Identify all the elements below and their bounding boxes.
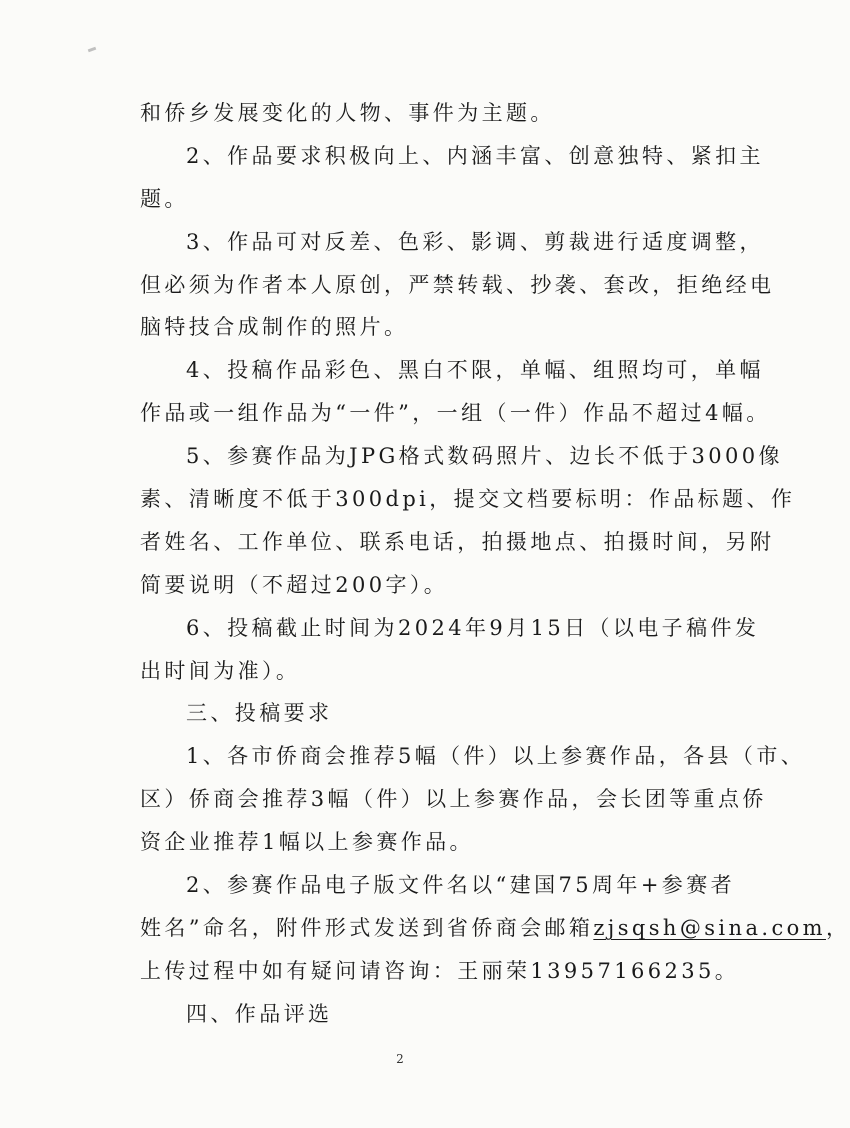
text-line-content: 题。 bbox=[140, 186, 189, 211]
text-line bbox=[140, 993, 720, 1036]
text-line bbox=[140, 778, 767, 821]
text-line bbox=[140, 92, 720, 135]
text-line bbox=[140, 135, 764, 178]
text-line bbox=[140, 735, 806, 778]
text-line-content: 三、投稿要求 bbox=[186, 701, 333, 726]
text-line bbox=[140, 349, 764, 392]
scan-mark bbox=[88, 47, 97, 53]
text-line bbox=[140, 692, 720, 735]
text-line-tail: ， bbox=[825, 915, 850, 940]
text-line bbox=[140, 950, 740, 993]
text-line bbox=[140, 821, 720, 864]
text-line bbox=[140, 907, 850, 950]
text-line bbox=[140, 607, 760, 650]
email-address: zjsqsh@sina.com bbox=[593, 915, 826, 940]
text-line bbox=[140, 178, 720, 221]
text-line-content: 3、作品可对反差、色彩、影调、剪裁进行适度调整， bbox=[186, 229, 764, 254]
document-body bbox=[140, 92, 850, 1036]
text-line-content: 脑特技合成制作的照片。 bbox=[140, 315, 409, 340]
text-line-content: 作品或一组作品为“一件”，一组（一件）作品不超过4幅。 bbox=[140, 401, 771, 426]
text-line bbox=[140, 478, 796, 521]
text-line-content: 区）侨商会推荐3幅（件）以上参赛作品，会长团等重点侨 bbox=[140, 787, 767, 812]
text-line bbox=[140, 264, 775, 307]
text-line-content: 资企业推荐1幅以上参赛作品。 bbox=[140, 830, 474, 855]
text-line-content: 上传过程中如有疑问请咨询：王丽荣13957166235。 bbox=[140, 958, 740, 983]
text-line bbox=[140, 392, 771, 435]
text-line-content: 四、作品评选 bbox=[186, 1001, 333, 1026]
text-line-content: 6、投稿截止时间为2024年9月15日（以电子稿件发 bbox=[186, 615, 760, 640]
text-line bbox=[140, 435, 783, 478]
text-line-content: 素、清晰度不低于300dpi，提交文档要标明：作品标题、作 bbox=[140, 487, 796, 512]
text-line bbox=[140, 521, 775, 564]
page-number: 2 bbox=[396, 1052, 404, 1066]
text-line-content: 和侨乡发展变化的人物、事件为主题。 bbox=[140, 101, 555, 125]
text-line bbox=[140, 650, 720, 693]
text-line-content: 出时间为准）。 bbox=[140, 658, 301, 683]
text-line-content: 者姓名、工作单位、联系电话，拍摄地点、拍摄时间，另附 bbox=[140, 529, 775, 554]
text-line-content: 1、各市侨商会推荐5幅（件）以上参赛作品，各县（市、 bbox=[186, 744, 806, 769]
text-line-content: 简要说明（不超过200字）。 bbox=[140, 572, 449, 597]
text-line-content: 2、参赛作品电子版文件名以“建国75周年+参赛者 bbox=[186, 873, 736, 898]
text-line bbox=[140, 864, 736, 907]
text-line-content: 5、参赛作品为JPG格式数码照片、边长不低于3000像 bbox=[186, 444, 783, 469]
text-line bbox=[140, 564, 720, 607]
text-line-content: 2、作品要求积极向上、内涵丰富、创意独特、紧扣主 bbox=[186, 143, 764, 168]
text-line-content: 但必须为作者本人原创，严禁转载、抄袭、套改，拒绝经电 bbox=[140, 272, 775, 297]
text-line-content: 姓名”命名，附件形式发送到省侨商会邮箱 bbox=[140, 915, 594, 940]
text-line bbox=[140, 306, 720, 349]
text-line bbox=[140, 221, 764, 264]
text-line-content: 4、投稿作品彩色、黑白不限，单幅、组照均可，单幅 bbox=[186, 358, 764, 383]
